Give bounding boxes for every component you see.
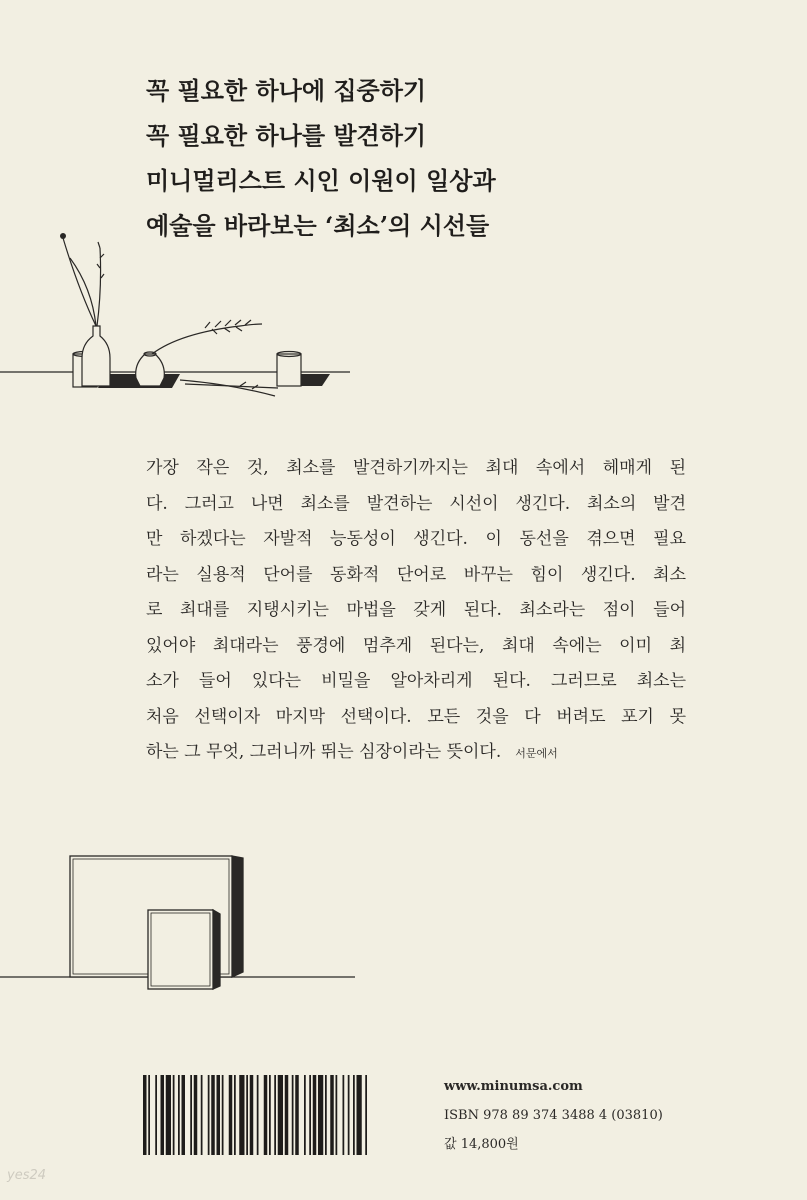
barcode-bar bbox=[234, 1075, 236, 1155]
barcode-bar bbox=[173, 1075, 175, 1155]
barcode-bar bbox=[357, 1075, 362, 1155]
tagline-line: 꼭 필요한 하나를 발견하기 bbox=[146, 121, 427, 150]
barcode-bar bbox=[182, 1075, 186, 1155]
barcode-bar bbox=[201, 1075, 203, 1155]
barcode-bar bbox=[269, 1075, 271, 1155]
barcode-bar bbox=[143, 1075, 147, 1155]
excerpt-line: 처음 선택이자 마지막 선택이다. 모든 것을 다 버려도 포기 못 bbox=[146, 706, 686, 727]
barcode-bar bbox=[246, 1075, 248, 1155]
barcode-bar bbox=[304, 1075, 306, 1155]
barcode-bar bbox=[257, 1075, 259, 1155]
barcode-bar bbox=[278, 1075, 283, 1155]
barcode-bar bbox=[343, 1075, 345, 1155]
barcode-bar bbox=[250, 1075, 254, 1155]
barcode-bar bbox=[295, 1075, 299, 1155]
barcode-bar bbox=[325, 1075, 327, 1155]
barcode-bar bbox=[292, 1075, 294, 1155]
excerpt-line: 다. 그러고 나면 최소를 발견하는 시선이 생긴다. 최소의 발견 bbox=[146, 493, 686, 514]
barcode-bar bbox=[285, 1075, 289, 1155]
isbn-text: ISBN 978 89 374 3488 4 (03810) bbox=[444, 1108, 663, 1123]
excerpt bbox=[146, 451, 686, 771]
excerpt-source: 서문에서 bbox=[515, 747, 558, 760]
barcode-bar bbox=[365, 1075, 367, 1155]
tagline-line: 꼭 필요한 하나에 집중하기 bbox=[146, 76, 427, 105]
watermark: yes24 bbox=[7, 1168, 47, 1183]
tagline-line: 예술을 바라보는 ‘최소’의 시선들 bbox=[146, 211, 490, 240]
excerpt-line: 라는 실용적 단어를 동화적 단어로 바꾸는 힘이 생긴다. 최소 bbox=[146, 564, 686, 585]
barcode-bar bbox=[318, 1075, 323, 1155]
barcode-bar bbox=[178, 1075, 180, 1155]
excerpt-line: 만 하겠다는 자발적 능동성이 생긴다. 이 동선을 겪으면 필요 bbox=[146, 529, 686, 549]
barcode-bar bbox=[313, 1075, 317, 1155]
publisher-info bbox=[444, 1072, 663, 1159]
barcode-bar bbox=[211, 1075, 215, 1155]
excerpt-line: 로 최대를 지탱시키는 마법을 갖게 된다. 최소라는 점이 들어 bbox=[146, 600, 686, 620]
barcode-bar bbox=[239, 1075, 244, 1155]
barcode-bar bbox=[330, 1075, 334, 1155]
excerpt-line: 하는 그 무엇, 그러니까 뛰는 심장이라는 뜻이다. bbox=[146, 742, 502, 762]
price-text: 값 14,800원 bbox=[444, 1137, 519, 1152]
barcode-bar bbox=[309, 1075, 311, 1155]
frames-illustration bbox=[0, 850, 360, 1000]
barcode-bar bbox=[148, 1075, 150, 1155]
excerpt-line: 소가 들어 있다는 비밀을 알아차리게 된다. 그러므로 최소는 bbox=[146, 671, 686, 691]
vase-illustration bbox=[0, 228, 360, 408]
tagline bbox=[146, 68, 706, 248]
barcode-bar bbox=[353, 1075, 355, 1155]
barcode-bar bbox=[217, 1075, 221, 1155]
barcode-bar bbox=[208, 1075, 210, 1155]
excerpt-line: 가장 작은 것, 최소를 발견하기까지는 최대 속에서 헤매게 된 bbox=[146, 458, 686, 478]
barcode-bar bbox=[194, 1075, 198, 1155]
publisher-url: www.minumsa.com bbox=[444, 1079, 583, 1094]
barcode-bar bbox=[336, 1075, 338, 1155]
barcode-bar bbox=[222, 1075, 224, 1155]
isbn-barcode bbox=[143, 1075, 423, 1155]
barcode-bar bbox=[348, 1075, 350, 1155]
barcode-bar bbox=[229, 1075, 233, 1155]
excerpt-line: 있어야 최대라는 풍경에 멈추게 된다는, 최대 속에는 이미 최 bbox=[146, 635, 686, 656]
tagline-line: 미니멀리스트 시인 이원이 일상과 bbox=[146, 166, 496, 195]
excerpt-last-line bbox=[146, 735, 686, 771]
barcode-bar bbox=[161, 1075, 165, 1155]
barcode-bar bbox=[190, 1075, 192, 1155]
barcode-bar bbox=[155, 1075, 157, 1155]
barcode-bar bbox=[264, 1075, 268, 1155]
barcode-bar bbox=[274, 1075, 276, 1155]
barcode-bar bbox=[166, 1075, 171, 1155]
